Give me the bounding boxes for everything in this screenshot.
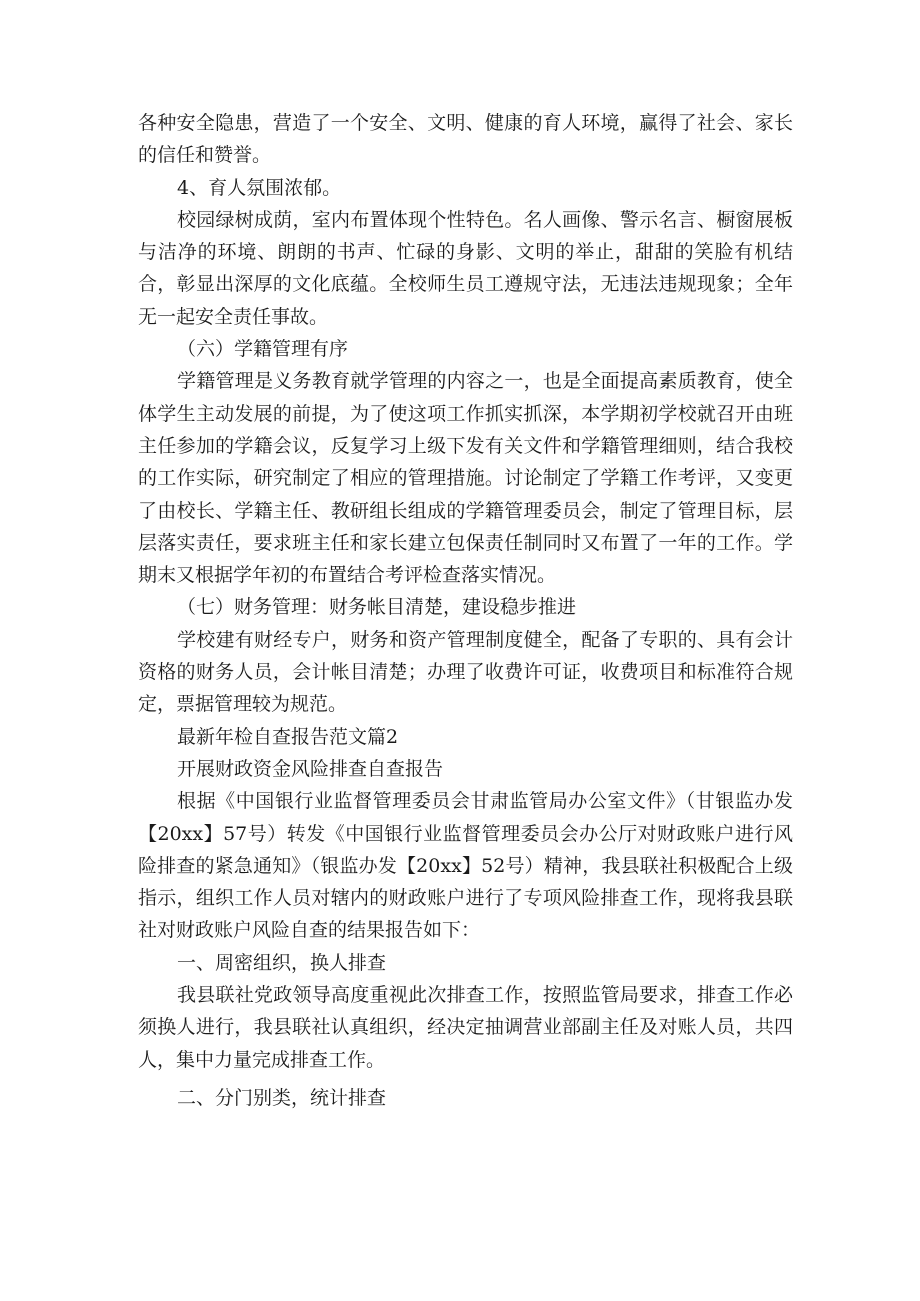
paragraph-safety-continuation: 各种安全隐患，营造了一个安全、文明、健康的育人环境，赢得了社会、家长的信任和赞誉。 [138, 112, 793, 167]
heading-atmosphere: 4、育人氛围浓郁。 [177, 176, 342, 199]
heading-report-title: 开展财政资金风险排查自查报告 [177, 757, 444, 780]
document-body [138, 107, 793, 1114]
heading-section-two: 二、分门别类，统计排查 [177, 1086, 387, 1109]
paragraph-report-intro: 根据《中国银行业监督管理委员会甘肃监管局办公室文件》（甘银监办发【20xx】57号）转发《中国银行业监督管理委员会办公厅对财政账户进行风险排查的紧急通知》（银监办发【20xx】52号）精神，我县联社积极配合上级指示，组织工作人员对辖内的财政账户进行了专项风险排查工作，现将我县联社对财政账户风险自查的结果报告如下： [138, 790, 793, 942]
paragraph-finance: 学校建有财经专户，财务和资产管理制度健全，配备了专职的、具有会计资格的财务人员，会计帐目清楚；办理了收费许可证，收费项目和标准符合规定，票据管理较为规范。 [138, 628, 793, 716]
heading-sample-2: 最新年检自查报告范文篇2 [177, 725, 399, 748]
paragraph-student-records: 学籍管理是义务教育就学管理的内容之一，也是全面提高素质教育，使全体学生主动发展的前提，为了使这项工作抓实抓深，本学期初学校就召开由班主任参加的学籍会议，反复学习上级下发有关文件和学籍管理细则，结合我校的工作实际，研究制定了相应的管理措施。讨论制定了学籍工作考评，又变更了由校长、学籍主任、教研组长组成的学籍管理委员会，制定了管理目标，层层落实责任，要求班主任和家长建立包保责任制同时又布置了一年的工作。学期末又根据学年初的布置结合考评检查落实情况。 [138, 370, 793, 587]
paragraph-section-one: 我县联社党政领导高度重视此次排查工作，按照监管局要求，排查工作必须换人进行，我县联社认真组织，经决定抽调营业部副主任及对账人员，共四人，集中力量完成排查工作。 [138, 984, 793, 1071]
paragraph-campus-culture: 校园绿树成荫，室内布置体现个性特色。名人画像、警示名言、橱窗展板与洁净的环境、朗朗的书声、忙碌的身影、文明的举止，甜甜的笑脸有机结合，彰显出深厚的文化底蕴。全校师生员工遵规守法，无违法违规现象；全年无一起安全责任事故。 [138, 208, 793, 328]
heading-student-records: （六）学籍管理有序 [177, 338, 349, 361]
heading-section-one: 一、周密组织，换人排查 [177, 951, 387, 974]
heading-finance: （七）财务管理：财务帐目清楚，建设稳步推进 [177, 596, 577, 619]
